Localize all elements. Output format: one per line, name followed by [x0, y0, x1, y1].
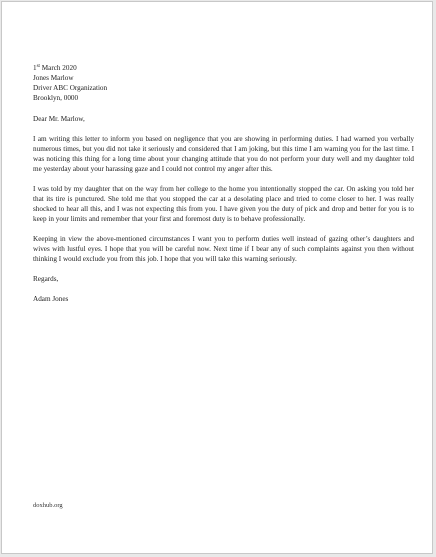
recipient-title: Driver ABC Organization [33, 84, 108, 92]
paragraph-1: I am writing this letter to inform you based on negligence that you are showing in performing duties. I had warned you verbally numerous times, but you did not take it seriously and considered that I am joking, but this time I am warning you for the last time. I was noticing this thing for a long time about your changing attitude that you do not perform your duty well and my daughter told me yesterday about your harassing gaze and I could not control my anger after this. [33, 135, 414, 173]
paragraph-3: Keeping in view the above-mentioned circumstances I want you to perform duties well instead of gazing other’s daughters and wives with lustful eyes. I hope that you will be careful now. Next time if I bear any of such complaints against you then without thinking I would exclude you from this job. I hope that you will take this warning seriously. [33, 235, 414, 263]
date-month-year: March 2020 [39, 64, 77, 72]
recipient-city: Brooklyn, 0000 [33, 94, 79, 102]
paragraph-2: I was told by my daughter that on the way from her college to the home you intentionally stopped the car. On asking you told her that its tire is punctured. She told me that you stopped the car at a desolating place and tried to come closer to her. I was really shocked to hear all this, and I was not expecting this from you. I have given you the duty of pick and drop and better for you is to keep in your limits and remember that your first and foremost duty is to behave professionally. [33, 185, 414, 223]
salutation: Dear Mr. Marlow, [33, 115, 85, 123]
source-footer: doxhub.org [33, 502, 63, 509]
letter-date [33, 63, 414, 73]
letter-body [33, 63, 414, 304]
recipient-name: Jones Marlow [33, 74, 74, 82]
signer-name: Adam Jones [33, 295, 69, 303]
date-day: 1 [33, 64, 37, 72]
date-ordinal-suffix: st [36, 64, 40, 69]
closing: Regards, [33, 275, 59, 283]
letter-page [1, 1, 433, 554]
